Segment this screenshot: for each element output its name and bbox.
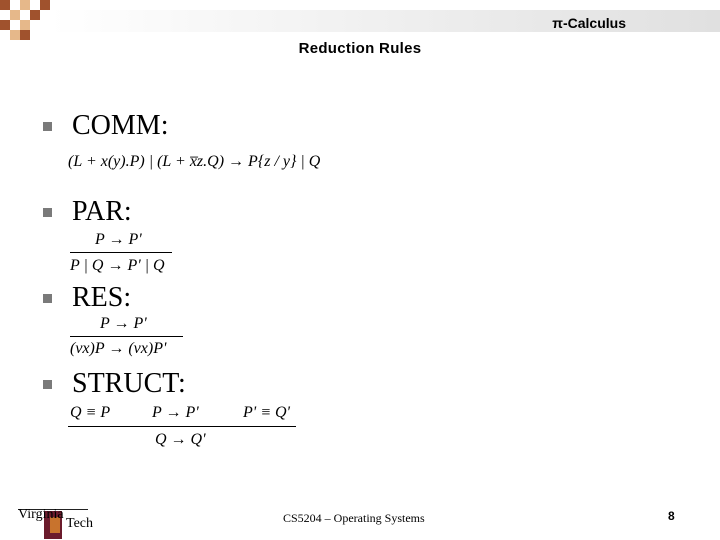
slide-subtitle: Reduction Rules — [298, 40, 422, 57]
res-conclusion: (νx)P → (νx)P' — [70, 340, 167, 357]
decor-square — [40, 0, 50, 10]
struct-fraction-line — [68, 426, 296, 427]
decor-square — [0, 0, 10, 10]
decor-square — [20, 30, 30, 40]
decor-square — [10, 30, 20, 40]
bullet-square-icon — [43, 208, 52, 217]
rule-name-struct: STRUCT: — [72, 368, 186, 399]
decor-square — [20, 0, 30, 10]
page-number: 8 — [668, 509, 675, 523]
decor-square — [0, 20, 10, 30]
decor-square — [10, 10, 20, 20]
res-fraction-line — [70, 336, 183, 337]
bullet-square-icon — [43, 294, 52, 303]
comm-formula: (L + x(y).P) | (L + x̅z.Q) → P{z / y} | Q — [68, 153, 321, 170]
logo-text-virginia: Virginia — [18, 507, 64, 522]
par-fraction-line — [70, 252, 172, 253]
struct-premise-3: P' ≡ Q' — [243, 404, 290, 421]
res-premise: P → P' — [100, 315, 147, 332]
slide-header-title: π-Calculus — [552, 15, 626, 31]
logo-text-tech: Tech — [66, 516, 94, 531]
footer-course: CS5204 – Operating Systems — [283, 511, 425, 525]
struct-premise-2: P → P' — [152, 404, 199, 421]
rule-name-comm: COMM: — [72, 110, 169, 141]
decor-square — [30, 10, 40, 20]
struct-premise-1: Q ≡ P — [70, 404, 111, 421]
bullet-square-icon — [43, 380, 52, 389]
par-premise: P → P' — [95, 231, 142, 248]
bullet-square-icon — [43, 122, 52, 131]
struct-conclusion: Q → Q' — [155, 431, 206, 448]
par-conclusion: P | Q → P' | Q — [70, 257, 165, 274]
rule-name-par: PAR: — [72, 196, 132, 227]
rule-name-res: RES: — [72, 282, 132, 313]
decor-square — [20, 20, 30, 30]
